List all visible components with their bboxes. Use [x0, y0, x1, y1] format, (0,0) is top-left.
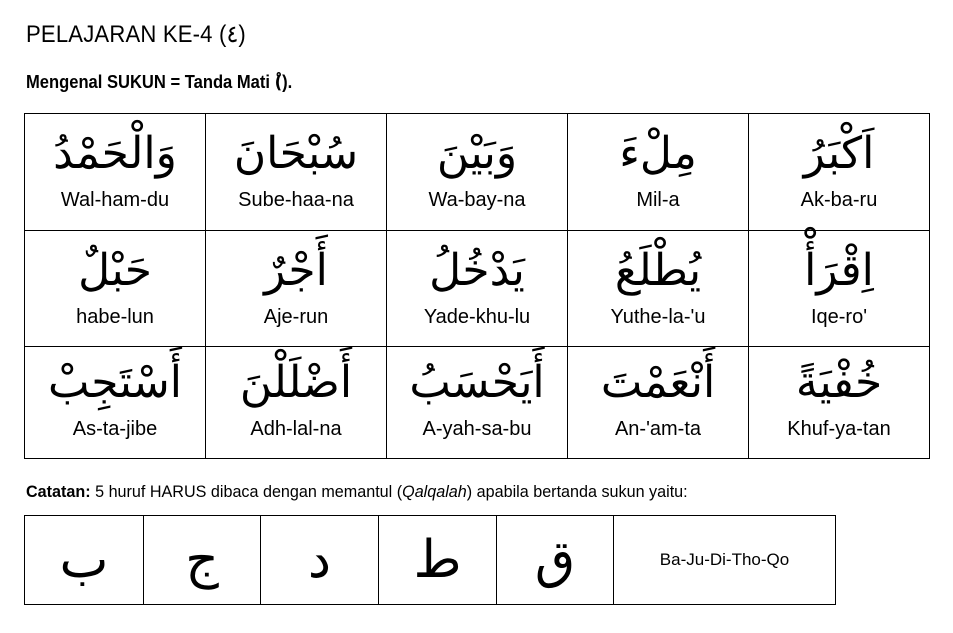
transliteration: Wal-ham-du: [60, 189, 170, 211]
label-cell: [614, 516, 836, 605]
arabic-word: وَالْحَمْدُ: [53, 128, 177, 179]
qalqalah-letter: ق: [534, 530, 576, 590]
word-cell: [568, 347, 749, 459]
arabic-word: أَنْعَمْتَ: [600, 357, 716, 409]
word-cell: [25, 347, 206, 459]
letter-cell: [261, 516, 379, 605]
arabic-word: أَضْلَلْنَ: [239, 357, 353, 409]
qalqalah-letter: ب: [59, 530, 109, 590]
word-cell: [206, 347, 387, 459]
transliteration: Yuthe-la-'u: [610, 305, 706, 328]
arabic-word: وَبَيْنَ: [436, 128, 518, 179]
note-text-before: 5 huruf HARUS dibaca dengan memantul (: [90, 482, 403, 501]
transliteration: Sube-haa-na: [238, 189, 354, 211]
transliteration: Adh-lal-na: [250, 418, 342, 441]
letter-cell: [144, 516, 261, 605]
arabic-word: يُطْلَعُ: [614, 244, 702, 296]
page-subtitle: Mengenal SUKUN = Tanda Mati (ْ).: [26, 72, 293, 92]
word-cell: [387, 347, 568, 459]
word-cell: [749, 230, 930, 347]
word-cell: [387, 114, 568, 231]
word-cell: [749, 114, 930, 231]
transliteration: A-yah-sa-bu: [422, 418, 532, 441]
qalqalah-letter: ط: [413, 530, 462, 590]
qalqalah-letter: د: [307, 530, 332, 590]
word-cell: [206, 230, 387, 347]
transliteration: An-'am-ta: [614, 418, 702, 441]
transliteration: Yade-khu-lu: [423, 305, 531, 328]
transliteration: Khuf-ya-tan: [787, 418, 891, 441]
transliteration: Wa-bay-na: [428, 189, 526, 211]
arabic-word: خُفْيَةً: [795, 357, 883, 409]
letter-cell: [25, 516, 144, 605]
arabic-word: سُبْحَانَ: [233, 128, 359, 179]
transliteration: Mil-a: [636, 189, 680, 211]
qalqalah-label: Ba-Ju-Di-Tho-Qo: [659, 550, 790, 569]
sukun-word-table: [24, 113, 930, 459]
note-italic-term: Qalqalah: [402, 482, 467, 501]
note-text: [26, 482, 688, 502]
arabic-word: أَيَحْسَبُ: [409, 357, 545, 409]
note-label: Catatan:: [26, 482, 91, 501]
transliteration: Ak-ba-ru: [800, 189, 878, 211]
transliteration: Iqe-ro': [810, 305, 868, 328]
qalqalah-letter-table: [24, 515, 836, 605]
qalqalah-letter: ج: [185, 530, 219, 590]
transliteration: Aje-run: [263, 305, 329, 328]
table-row: [25, 114, 930, 231]
transliteration: As-ta-jibe: [72, 418, 158, 441]
note-text-after: ) apabila bertanda sukun yaitu:: [466, 482, 688, 501]
word-cell: [568, 114, 749, 231]
table-row: [25, 516, 836, 605]
word-cell: [568, 230, 749, 347]
word-cell: [749, 347, 930, 459]
letter-cell: [497, 516, 614, 605]
word-cell: [387, 230, 568, 347]
page-title: PELAJARAN KE-4 (٤): [26, 21, 246, 48]
table-row: [25, 230, 930, 347]
letter-cell: [379, 516, 497, 605]
arabic-word: أَسْتَجِبْ: [48, 357, 182, 409]
word-cell: [206, 114, 387, 231]
transliteration: habe-lun: [76, 305, 154, 328]
arabic-word: اَكْبَرُ: [803, 128, 875, 179]
table-row: [25, 347, 930, 459]
word-cell: [25, 114, 206, 231]
arabic-word: أَجْرٌ: [264, 244, 328, 296]
word-cell: [25, 230, 206, 347]
arabic-word: اِقْرَأْ: [804, 244, 874, 296]
arabic-word: يَدْخُلُ: [429, 244, 525, 296]
arabic-word: حَبْلٌ: [78, 244, 152, 296]
arabic-word: مِلْءَ: [619, 128, 697, 179]
